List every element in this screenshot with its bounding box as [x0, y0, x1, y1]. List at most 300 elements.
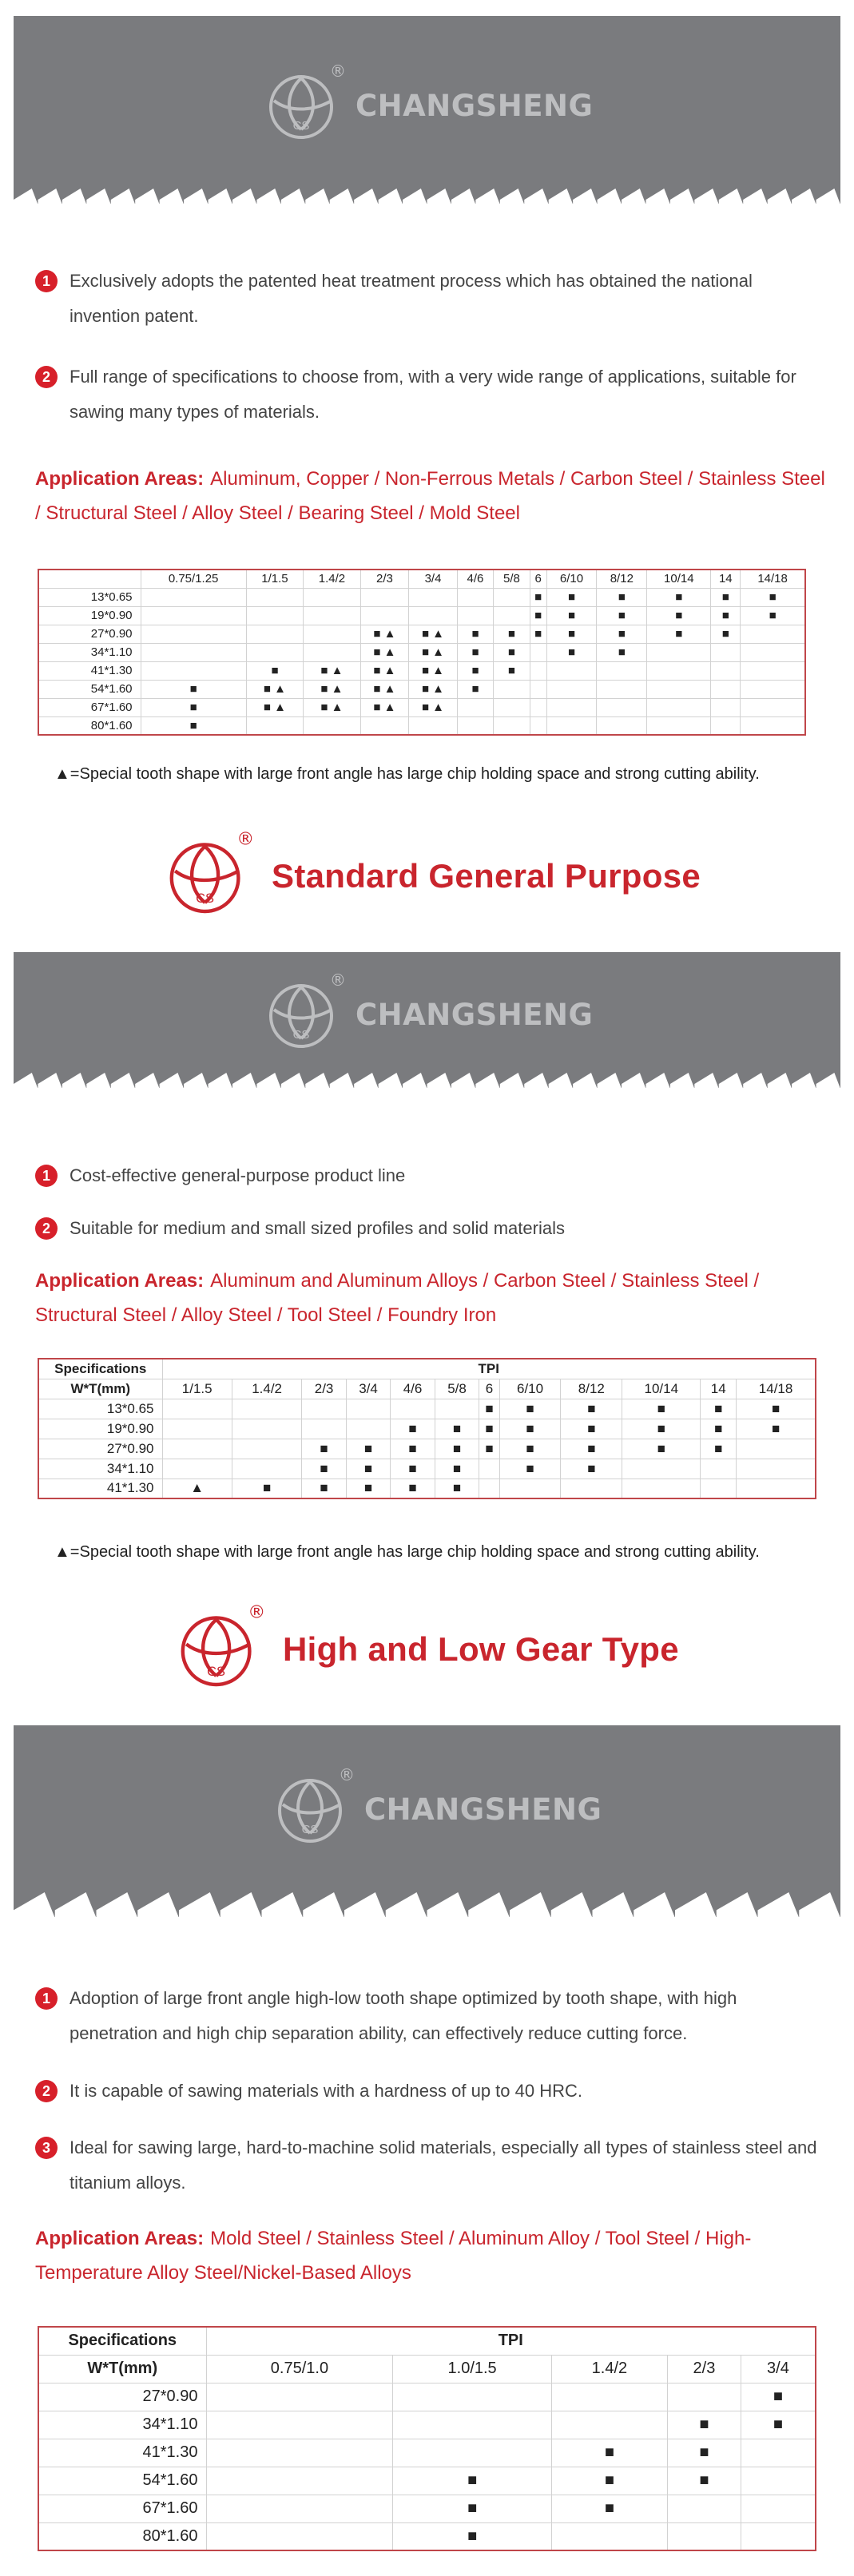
tpi-cell [435, 1459, 479, 1479]
tpi-cell [647, 716, 711, 735]
tpi-cell [711, 698, 741, 716]
feature-point-1 [35, 264, 826, 334]
tpi-cell [622, 1459, 701, 1479]
tpi-column-header: 4/6 [391, 1379, 435, 1399]
tpi-cell [393, 2411, 551, 2439]
triangle-mark: ▲ [190, 1480, 205, 1496]
wt-header: W*T(mm) [38, 1379, 162, 1399]
tpi-cell [206, 2522, 393, 2550]
square-mark: ■ [657, 1400, 665, 1416]
tpi-cell [667, 2522, 741, 2550]
tpi-column-header: 2/3 [360, 570, 409, 588]
square-mark: ■ [471, 682, 479, 696]
square-mark: ■ [657, 1440, 665, 1456]
tpi-cell [597, 606, 647, 625]
tpi-cell [457, 643, 493, 661]
tpi-cell [232, 1399, 301, 1419]
tpi-cell [302, 1439, 346, 1459]
square-mark: ■ [526, 1400, 534, 1416]
tpi-cell [737, 1439, 816, 1459]
tpi-cell [346, 1439, 390, 1459]
tpi-cell [530, 716, 546, 735]
section-title-standard [165, 829, 701, 920]
tpi-cell [246, 661, 304, 680]
tpi-cell [546, 716, 597, 735]
square-mark: ■ [467, 2526, 478, 2545]
spec-header-blank [38, 570, 141, 588]
tpi-cell [737, 1399, 816, 1419]
tpi-cell [246, 716, 304, 735]
saw-teeth-edge [14, 185, 840, 204]
tpi-cell [162, 1399, 232, 1419]
number-badge: 2 [35, 2080, 58, 2102]
tpi-cell [551, 2495, 667, 2522]
tpi-column-header: 6/10 [499, 1379, 561, 1399]
app-label: Application Areas: [35, 2228, 205, 2249]
tpi-cell [409, 698, 458, 716]
square-mark: ■ [363, 1460, 373, 1476]
square-mark: ■ [604, 2499, 614, 2517]
square-mark: ■ [471, 664, 479, 677]
tpi-cell [647, 606, 711, 625]
tpi-cell [206, 2411, 393, 2439]
point-text: Ideal for sawing large, hard-to-machine solid materials, especially all types of stainless steel and titanium alloys. [70, 2137, 817, 2193]
spec-cell: 34*1.10 [38, 643, 141, 661]
tpi-cell [647, 661, 711, 680]
square-mark: ■ [421, 682, 429, 696]
app-value: Aluminum and Aluminum Alloys / Carbon Steel / Stainless Steel / Structural Steel / Alloy Steel / Tool Steel / Foundry Iron [35, 1270, 760, 1326]
cs-logo-icon [176, 1602, 266, 1693]
tpi-cell [141, 680, 246, 698]
table-header-row [38, 2355, 816, 2383]
spec-cell: 41*1.30 [38, 661, 141, 680]
table-header-row [38, 2327, 816, 2355]
application-areas-3 [35, 2221, 826, 2290]
tpi-cell [701, 1479, 737, 1498]
cs-logo-icon [165, 829, 255, 920]
table-row [38, 661, 805, 680]
tpi-cell [597, 698, 647, 716]
triangle-mark: ▲ [383, 682, 396, 696]
tpi-cell [741, 606, 805, 625]
tpi-cell [561, 1399, 622, 1419]
tpi-cell [141, 643, 246, 661]
table-row [38, 625, 805, 643]
table-note-2: ▲=Special tooth shape with large front angle has large chip holding space and strong cutting ability. [54, 1543, 760, 1561]
tpi-cell [246, 680, 304, 698]
table-row [38, 716, 805, 735]
tpi-cell [360, 698, 409, 716]
square-mark: ■ [408, 1440, 417, 1456]
square-mark: ■ [714, 1420, 723, 1436]
spec-cell: 19*0.90 [38, 1419, 162, 1439]
tpi-cell [494, 698, 530, 716]
tpi-cell [206, 2383, 393, 2411]
tpi-cell [435, 1399, 479, 1419]
brand-banner-2 [14, 952, 840, 1088]
spec-cell: 27*0.90 [38, 625, 141, 643]
square-mark: ■ [587, 1420, 596, 1436]
number-badge: 2 [35, 366, 58, 388]
square-mark: ■ [773, 2415, 783, 2433]
square-mark: ■ [421, 627, 429, 641]
tpi-cell [393, 2495, 551, 2522]
square-mark: ■ [769, 590, 777, 604]
cs-logo-icon [264, 62, 346, 145]
tpi-cell [457, 588, 493, 606]
svg-text:®: ® [236, 829, 255, 850]
tpi-column-header: 1.4/2 [304, 570, 361, 588]
square-mark: ■ [534, 609, 542, 622]
triangle-mark: ▲ [432, 664, 445, 677]
square-mark: ■ [699, 2415, 709, 2433]
feature-point-2 [35, 1211, 826, 1246]
saw-teeth-edge [14, 1070, 840, 1089]
square-mark: ■ [408, 1460, 417, 1476]
feature-point-3 [35, 2130, 826, 2201]
square-mark: ■ [320, 664, 328, 677]
tpi-cell [711, 588, 741, 606]
tpi-column-header: 6 [479, 1379, 499, 1399]
square-mark: ■ [771, 1400, 781, 1416]
app-value: Mold Steel / Stainless Steel / Aluminum Alloy / Tool Steel / High-Temperature Alloy Steel/Nickel-Based Alloys [35, 2228, 752, 2284]
brand-logo [264, 970, 594, 1054]
square-mark: ■ [587, 1400, 596, 1416]
tpi-cell [494, 716, 530, 735]
tpi-cell [530, 643, 546, 661]
square-mark: ■ [587, 1440, 596, 1456]
spec-table-1 [38, 569, 806, 736]
table-note-1: ▲=Special tooth shape with large front angle has large chip holding space and strong cutting ability. [54, 765, 760, 783]
table-row [38, 643, 805, 661]
point-text: Cost-effective general-purpose product line [70, 1165, 406, 1185]
tpi-column-header: 10/14 [622, 1379, 701, 1399]
tpi-cell [141, 661, 246, 680]
tpi-cell [597, 661, 647, 680]
tpi-cell [647, 643, 711, 661]
tpi-column-header: 3/4 [346, 1379, 390, 1399]
tpi-cell [546, 606, 597, 625]
tpi-cell [597, 588, 647, 606]
tpi-cell [597, 625, 647, 643]
tpi-cell [457, 606, 493, 625]
tpi-cell [304, 643, 361, 661]
brand-name: CHANGSHENG [356, 997, 594, 1032]
square-mark: ■ [618, 590, 626, 604]
tpi-cell [304, 625, 361, 643]
tpi-cell [141, 588, 246, 606]
square-mark: ■ [721, 609, 729, 622]
tpi-cell [409, 625, 458, 643]
application-areas-1 [35, 462, 826, 530]
svg-text:®: ® [330, 970, 346, 990]
tpi-cell [551, 2439, 667, 2467]
tpi-cell [530, 698, 546, 716]
cs-logo-icon [264, 970, 346, 1054]
table-row [38, 2383, 816, 2411]
tpi-cell [304, 606, 361, 625]
table-row [38, 606, 805, 625]
tpi-cell [304, 716, 361, 735]
tpi-column-header: 0.75/1.25 [141, 570, 246, 588]
square-mark: ■ [373, 664, 381, 677]
tpi-cell [551, 2383, 667, 2411]
tpi-cell [162, 1439, 232, 1459]
square-mark: ■ [699, 2443, 709, 2461]
tpi-cell [232, 1459, 301, 1479]
brand-banner-3 [14, 1725, 840, 1917]
tpi-cell [667, 2439, 741, 2467]
square-mark: ■ [320, 1460, 328, 1476]
tpi-cell [346, 1399, 390, 1419]
tpi-column-header: 0.75/1.0 [206, 2355, 393, 2383]
square-mark: ■ [452, 1420, 462, 1436]
svg-text:CS: CS [207, 1665, 226, 1679]
tpi-cell [457, 680, 493, 698]
tpi-cell [741, 716, 805, 735]
number-badge: 1 [35, 1165, 58, 1187]
tpi-cell [741, 2522, 816, 2550]
tpi-column-header: 6/10 [546, 570, 597, 588]
tpi-column-header: 6 [530, 570, 546, 588]
tpi-cell [741, 625, 805, 643]
tpi-cell [530, 625, 546, 643]
square-mark: ■ [773, 2387, 783, 2405]
number-badge: 2 [35, 1217, 58, 1240]
tpi-cell [346, 1419, 390, 1439]
square-mark: ■ [320, 682, 328, 696]
tpi-cell [409, 643, 458, 661]
tpi-cell [667, 2383, 741, 2411]
square-mark: ■ [721, 590, 729, 604]
tpi-cell [346, 1459, 390, 1479]
feature-point-2 [35, 2074, 826, 2109]
tpi-cell [391, 1459, 435, 1479]
table-row [38, 680, 805, 698]
tpi-cell [737, 1459, 816, 1479]
triangle-mark: ▲ [383, 701, 396, 714]
triangle-mark: ▲ [432, 701, 445, 714]
square-mark: ■ [263, 701, 271, 714]
tpi-cell [246, 698, 304, 716]
square-mark: ■ [534, 627, 542, 641]
spec-cell: 19*0.90 [38, 606, 141, 625]
square-mark: ■ [363, 1440, 373, 1456]
spec-cell: 41*1.30 [38, 2439, 206, 2467]
spec-cell: 80*1.60 [38, 716, 141, 735]
tpi-cell [741, 2495, 816, 2522]
spec-table-3 [38, 2326, 816, 2551]
spec-cell: 67*1.60 [38, 2495, 206, 2522]
feature-point-2 [35, 359, 826, 430]
triangle-mark: ▲ [432, 645, 445, 659]
square-mark: ■ [604, 2443, 614, 2461]
square-mark: ■ [675, 627, 683, 641]
square-mark: ■ [604, 2471, 614, 2489]
table-row [38, 2411, 816, 2439]
number-badge: 1 [35, 270, 58, 292]
tpi-cell [302, 1399, 346, 1419]
triangle-mark: ▲ [331, 664, 344, 677]
triangle-mark: ▲ [383, 645, 396, 659]
tpi-cell [302, 1459, 346, 1479]
tpi-cell [360, 643, 409, 661]
app-label: Application Areas: [35, 468, 205, 490]
square-mark: ■ [320, 1480, 328, 1496]
tpi-cell [622, 1399, 701, 1419]
tpi-cell [711, 606, 741, 625]
tpi-cell [546, 680, 597, 698]
triangle-mark: ▲ [432, 627, 445, 641]
tpi-cell [499, 1399, 561, 1419]
square-mark: ■ [526, 1420, 534, 1436]
svg-text:CS: CS [301, 1823, 319, 1836]
tpi-cell [647, 698, 711, 716]
tpi-cell [479, 1459, 499, 1479]
tpi-cell [360, 661, 409, 680]
square-mark: ■ [534, 590, 542, 604]
tpi-cell [741, 698, 805, 716]
tpi-cell [360, 625, 409, 643]
tpi-cell [393, 2467, 551, 2495]
square-mark: ■ [721, 627, 729, 641]
spec-cell: 13*0.65 [38, 588, 141, 606]
tpi-cell [304, 661, 361, 680]
tpi-cell [546, 643, 597, 661]
svg-text:®: ® [339, 1765, 355, 1784]
square-mark: ■ [675, 590, 683, 604]
tpi-cell [246, 588, 304, 606]
tpi-column-header: 8/12 [561, 1379, 622, 1399]
app-label: Application Areas: [35, 1270, 205, 1292]
square-mark: ■ [618, 609, 626, 622]
triangle-mark: ▲ [331, 682, 344, 696]
tpi-cell [597, 716, 647, 735]
square-mark: ■ [452, 1480, 462, 1496]
square-mark: ■ [373, 627, 381, 641]
tpi-cell [457, 625, 493, 643]
tpi-cell [667, 2411, 741, 2439]
square-mark: ■ [714, 1400, 723, 1416]
square-mark: ■ [467, 2471, 478, 2489]
svg-text:CS: CS [196, 891, 215, 906]
tpi-column-header: 14/18 [737, 1379, 816, 1399]
triangle-mark: ▲ [274, 701, 287, 714]
wt-header: W*T(mm) [38, 2355, 206, 2383]
tpi-cell [737, 1479, 816, 1498]
table-row [38, 1479, 816, 1498]
svg-text:®: ® [248, 1602, 266, 1623]
spec-header: Specifications [38, 1359, 162, 1379]
spec-cell: 54*1.60 [38, 2467, 206, 2495]
tpi-cell [435, 1479, 479, 1498]
tpi-cell [232, 1419, 301, 1439]
square-mark: ■ [618, 627, 626, 641]
square-mark: ■ [675, 609, 683, 622]
tpi-cell [409, 661, 458, 680]
spec-table-2 [38, 1358, 816, 1499]
tpi-cell [206, 2439, 393, 2467]
square-mark: ■ [373, 701, 381, 714]
square-mark: ■ [567, 645, 576, 659]
square-mark: ■ [567, 627, 576, 641]
tpi-cell [551, 2522, 667, 2550]
spec-cell: 34*1.10 [38, 2411, 206, 2439]
point-text: Full range of specifications to choose from, with a very wide range of applications, suitable for sawing many types of materials. [70, 367, 796, 422]
square-mark: ■ [485, 1440, 494, 1456]
tpi-cell [304, 588, 361, 606]
tpi-cell [711, 625, 741, 643]
tpi-cell [360, 680, 409, 698]
tpi-cell [162, 1479, 232, 1498]
tpi-column-header: 3/4 [741, 2355, 816, 2383]
triangle-mark: ▲ [331, 701, 344, 714]
tpi-cell [479, 1479, 499, 1498]
tpi-cell [701, 1459, 737, 1479]
section-title-high-low [176, 1602, 679, 1693]
tpi-cell [499, 1439, 561, 1459]
tpi-column-header: 4/6 [457, 570, 493, 588]
square-mark: ■ [421, 664, 429, 677]
tpi-cell [162, 1459, 232, 1479]
square-mark: ■ [189, 682, 197, 696]
tpi-cell [530, 680, 546, 698]
tpi-column-header: 14 [711, 570, 741, 588]
tpi-cell [597, 680, 647, 698]
tpi-cell [246, 643, 304, 661]
tpi-column-header: 5/8 [435, 1379, 479, 1399]
tpi-cell [546, 698, 597, 716]
tpi-cell [360, 588, 409, 606]
square-mark: ■ [320, 1440, 328, 1456]
tpi-cell [499, 1459, 561, 1479]
table-row [38, 1459, 816, 1479]
brand-name: CHANGSHENG [364, 1792, 602, 1827]
tpi-cell [647, 588, 711, 606]
section-title-text: Standard General Purpose [272, 857, 701, 895]
app-value: Aluminum, Copper / Non-Ferrous Metals / Carbon Steel / Stainless Steel / Structural Steel / Alloy Steel / Bearing Steel / Mold Steel [35, 468, 825, 524]
tpi-cell [622, 1419, 701, 1439]
spec-cell: 67*1.60 [38, 698, 141, 716]
tpi-cell [162, 1419, 232, 1439]
point-text: Suitable for medium and small sized profiles and solid materials [70, 1218, 565, 1238]
tpi-cell [551, 2411, 667, 2439]
svg-text:CS: CS [292, 119, 310, 133]
tpi-column-header: 10/14 [647, 570, 711, 588]
tpi-cell [302, 1419, 346, 1439]
square-mark: ■ [189, 701, 197, 714]
tpi-cell [409, 588, 458, 606]
tpi-cell [391, 1419, 435, 1439]
section-title-text: High and Low Gear Type [283, 1630, 679, 1668]
tpi-cell [701, 1439, 737, 1459]
square-mark: ■ [567, 609, 576, 622]
tpi-column-header: 2/3 [667, 2355, 741, 2383]
tpi-cell [741, 2383, 816, 2411]
square-mark: ■ [771, 1420, 781, 1436]
tpi-cell [457, 698, 493, 716]
tpi-cell [232, 1439, 301, 1459]
number-badge: 1 [35, 1987, 58, 2010]
tpi-cell [561, 1439, 622, 1459]
cs-logo-icon [273, 1765, 355, 1849]
square-mark: ■ [507, 627, 515, 641]
tpi-cell [246, 625, 304, 643]
tpi-cell [391, 1439, 435, 1459]
triangle-mark: ▲ [274, 682, 287, 696]
tpi-cell [546, 588, 597, 606]
tpi-cell [546, 661, 597, 680]
